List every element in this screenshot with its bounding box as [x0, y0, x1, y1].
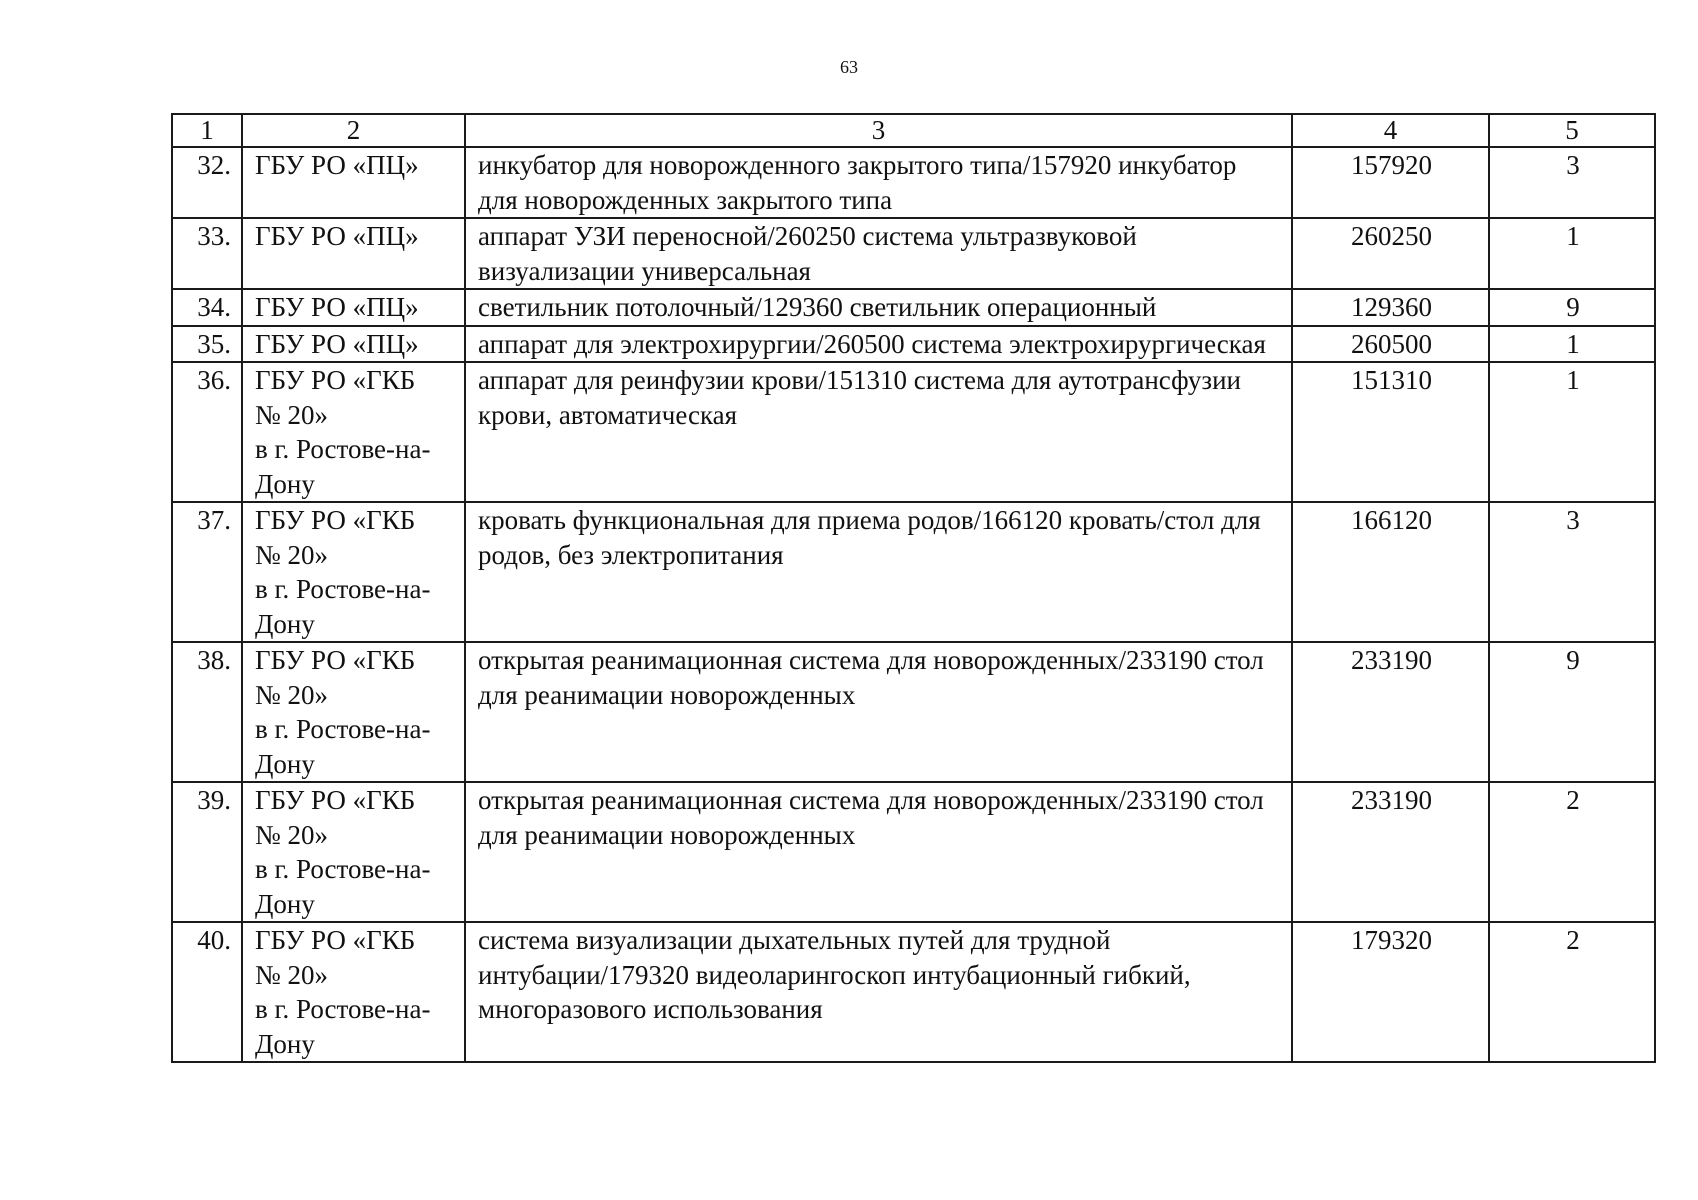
quantity-cell: 2 — [1489, 922, 1655, 1062]
quantity-cell: 1 — [1489, 218, 1655, 289]
equipment-code-cell: 157920 — [1292, 147, 1489, 218]
row-number: 40. — [172, 922, 242, 1062]
column-header: 1 — [172, 114, 242, 147]
equipment-description-cell: инкубатор для новорожденного закрытого типа/157920 инкубатор для новорожденных закрытого типа — [465, 147, 1292, 218]
table-row — [172, 289, 1655, 326]
organization-cell: ГБУ РО «ГКБ № 20» в г. Ростове-на- Дону — [242, 922, 465, 1062]
organization-cell: ГБУ РО «ПЦ» — [242, 147, 465, 218]
equipment-description-cell: аппарат для электрохирургии/260500 система электрохирургическая — [465, 326, 1292, 363]
equipment-description-cell: аппарат для реинфузии крови/151310 система для аутотрансфузии крови, автоматическая — [465, 362, 1292, 502]
organization-cell: ГБУ РО «ПЦ» — [242, 218, 465, 289]
column-header: 5 — [1489, 114, 1655, 147]
column-header: 3 — [465, 114, 1292, 147]
equipment-description-cell: светильник потолочный/129360 светильник операционный — [465, 289, 1292, 326]
organization-cell: ГБУ РО «ПЦ» — [242, 326, 465, 363]
table-row — [172, 922, 1655, 1062]
row-number: 39. — [172, 782, 242, 922]
equipment-code-cell: 233190 — [1292, 782, 1489, 922]
table-row — [172, 362, 1655, 502]
row-number: 33. — [172, 218, 242, 289]
table-row — [172, 502, 1655, 642]
table-row — [172, 642, 1655, 782]
equipment-code-cell: 151310 — [1292, 362, 1489, 502]
table-row — [172, 147, 1655, 218]
organization-cell: ГБУ РО «ГКБ № 20» в г. Ростове-на- Дону — [242, 642, 465, 782]
equipment-description-cell: открытая реанимационная система для новорожденных/233190 стол для реанимации новорожденных — [465, 782, 1292, 922]
table-row — [172, 218, 1655, 289]
organization-cell: ГБУ РО «ПЦ» — [242, 289, 465, 326]
quantity-cell: 1 — [1489, 362, 1655, 502]
equipment-code-cell: 260250 — [1292, 218, 1489, 289]
quantity-cell: 3 — [1489, 502, 1655, 642]
row-number: 37. — [172, 502, 242, 642]
row-number: 38. — [172, 642, 242, 782]
row-number: 36. — [172, 362, 242, 502]
equipment-code-cell: 166120 — [1292, 502, 1489, 642]
quantity-cell: 9 — [1489, 642, 1655, 782]
quantity-cell: 2 — [1489, 782, 1655, 922]
equipment-code-cell: 233190 — [1292, 642, 1489, 782]
equipment-description-cell: аппарат УЗИ переносной/260250 система ультразвуковой визуализации универсальная — [465, 218, 1292, 289]
table-header-row — [172, 114, 1655, 147]
organization-cell: ГБУ РО «ГКБ № 20» в г. Ростове-на- Дону — [242, 362, 465, 502]
equipment-description-cell: система визуализации дыхательных путей для трудной интубации/179320 видеоларингоскоп интубационный гибкий, многоразового использования — [465, 922, 1292, 1062]
equipment-table — [171, 113, 1656, 1063]
equipment-description-cell: кровать функциональная для приема родов/166120 кровать/стол для родов, без электропитания — [465, 502, 1292, 642]
row-number: 32. — [172, 147, 242, 218]
equipment-description-cell: открытая реанимационная система для новорожденных/233190 стол для реанимации новорожденных — [465, 642, 1292, 782]
organization-cell: ГБУ РО «ГКБ № 20» в г. Ростове-на- Дону — [242, 782, 465, 922]
table-row — [172, 326, 1655, 363]
row-number: 34. — [172, 289, 242, 326]
row-number: 35. — [172, 326, 242, 363]
column-header: 2 — [242, 114, 465, 147]
quantity-cell: 1 — [1489, 326, 1655, 363]
quantity-cell: 3 — [1489, 147, 1655, 218]
equipment-code-cell: 260500 — [1292, 326, 1489, 363]
table-row — [172, 782, 1655, 922]
quantity-cell: 9 — [1489, 289, 1655, 326]
page-number: 63 — [840, 57, 858, 77]
organization-cell: ГБУ РО «ГКБ № 20» в г. Ростове-на- Дону — [242, 502, 465, 642]
equipment-code-cell: 129360 — [1292, 289, 1489, 326]
column-header: 4 — [1292, 114, 1489, 147]
equipment-code-cell: 179320 — [1292, 922, 1489, 1062]
